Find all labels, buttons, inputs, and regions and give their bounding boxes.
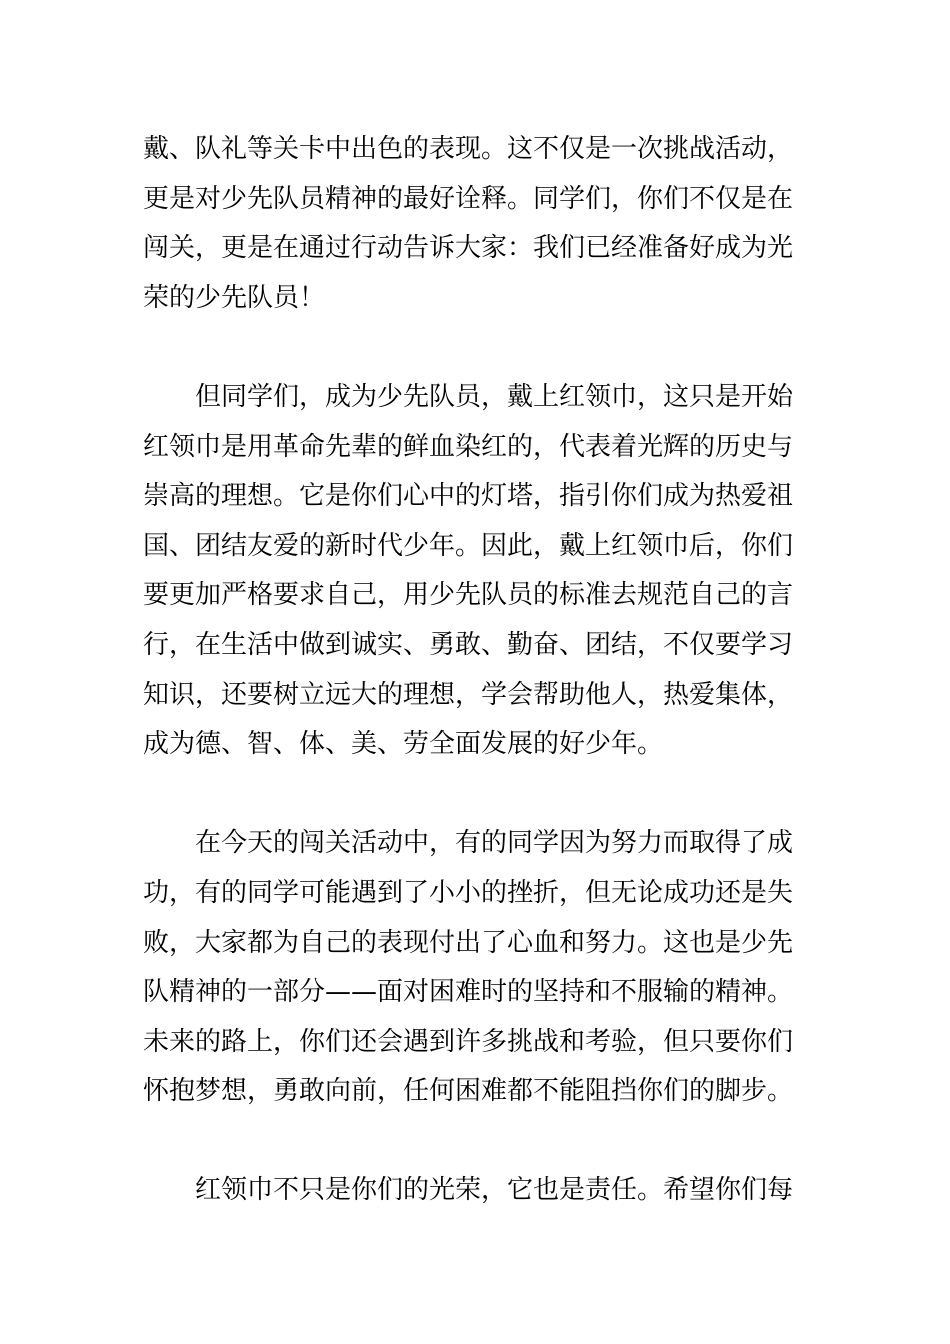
paragraph-line: 闯关，更是在通过行动告诉大家：我们已经准备好成为光 <box>143 233 794 264</box>
paragraph-line: 知识，还要树立远大的理想，学会帮助他人，热爱集体， <box>143 679 794 710</box>
paragraph-line: 在今天的闯关活动中，有的同学因为努力而取得了成 <box>143 828 794 859</box>
paragraph-2 <box>143 373 807 770</box>
paragraph-4 <box>143 1166 807 1216</box>
paragraph-line: 荣的少先队员！ <box>143 282 326 313</box>
paragraph-3 <box>143 819 807 1117</box>
paragraph-line: 红领巾不只是你们的光荣，它也是责任。希望你们每 <box>143 1175 794 1206</box>
paragraph-line: 国、团结友爱的新时代少年。因此，戴上红领巾后，你们 <box>143 530 794 561</box>
paragraph-line: 红领巾是用革命先辈的鲜血染红的，代表着光辉的历史与 <box>143 431 794 462</box>
document-body <box>143 125 807 1216</box>
paragraph-line: 更是对少先队员精神的最好诠释。同学们，你们不仅是在 <box>143 183 794 214</box>
paragraph-line: 败，大家都为自己的表现付出了心血和努力。这也是少先 <box>143 927 794 958</box>
paragraph-1 <box>143 125 807 323</box>
paragraph-line: 怀抱梦想，勇敢向前，任何困难都不能阻挡你们的脚步。 <box>143 1076 794 1107</box>
paragraph-spacer <box>143 1117 807 1167</box>
paragraph-line: 行，在生活中做到诚实、勇敢、勤奋、团结，不仅要学习 <box>143 629 794 660</box>
paragraph-line: 未来的路上，你们还会遇到许多挑战和考验，但只要你们 <box>143 1026 794 1057</box>
paragraph-spacer <box>143 323 807 373</box>
paragraph-line: 崇高的理想。它是你们心中的灯塔，指引你们成为热爱祖 <box>143 481 794 512</box>
paragraph-spacer <box>143 770 807 820</box>
paragraph-line: 但同学们，成为少先队员，戴上红领巾，这只是开始 <box>143 381 794 412</box>
paragraph-line: 成为德、智、体、美、劳全面发展的好少年。 <box>143 729 664 760</box>
paragraph-line: 功，有的同学可能遇到了小小的挫折，但无论成功还是失 <box>143 877 794 908</box>
paragraph-line: 队精神的一部分——面对困难时的坚持和不服输的精神。 <box>143 977 794 1008</box>
paragraph-line: 戴、队礼等关卡中出色的表现。这不仅是一次挑战活动， <box>143 134 794 164</box>
paragraph-line: 要更加严格要求自己，用少先队员的标准去规范自己的言 <box>143 580 794 611</box>
